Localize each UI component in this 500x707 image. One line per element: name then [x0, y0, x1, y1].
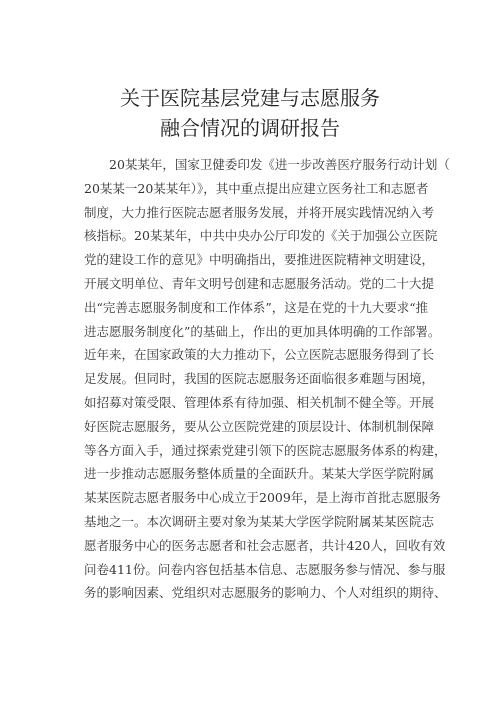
body-line: 基地之一。本次调研主要对象为某某大学医学院附属某某医院志 — [84, 513, 435, 529]
body-line: 务的影响因素、党组织对志愿服务的影响力、个人对组织的期待、 — [84, 585, 447, 601]
document-body — [84, 153, 450, 605]
body-line: 近年来，在国家政策的大力推动下，公立医院志愿服务得到了长 — [84, 347, 435, 363]
title-line-1: 关于医院基层党建与志愿服务 — [120, 86, 380, 110]
title-line-2: 融合情况的调研报告 — [160, 116, 340, 140]
body-line: 进一步推动志愿服务整体质量的全面跃升。某某大学医学院附属 — [84, 466, 435, 482]
body-line: 进志愿服务制度化”的基础上，作出的更加具体明确的工作部署。 — [84, 323, 441, 339]
body-line: 问卷411份。问卷内容包括基本信息、志愿服务参与情况、参与服 — [84, 561, 446, 577]
body-line: 等各方面入手，通过探索党建引领下的医院志愿服务体系的构建， — [84, 442, 447, 458]
body-line: 足发展。但同时，我国的医院志愿服务还面临很多难题与困境， — [84, 371, 435, 387]
body-line: 某某医院志愿者服务中心成立于2009年，是上海市首批志愿服务 — [84, 490, 441, 506]
body-line: 出“完善志愿服务制度和工作体系”，这是在党的十九大要求“推 — [84, 299, 429, 315]
body-line: 好医院志愿服务，要从公立医院党建的顶层设计、体制机制保障 — [84, 418, 435, 434]
body-line: 制度，大力推行医院志愿者服务发展，并将开展实践情况纳入考 — [84, 204, 435, 220]
body-line: 开展文明单位、青年文明号创建和志愿服务活动。党的二十大提 — [84, 275, 435, 291]
body-line: 如招募对策受限、管理体系有待加强、相关机制不健全等。开展 — [84, 394, 435, 410]
body-line: 愿者服务中心的医务志愿者和社会志愿者，共计420人，回收有效 — [84, 537, 446, 553]
document-title — [0, 83, 500, 143]
body-line: 20某某一20某某年）》，其中重点提出应建立医务社工和志愿者 — [84, 180, 429, 196]
body-line: 核指标。20某某年，中共中央办公厅印发的《关于加强公立医院 — [84, 228, 438, 244]
body-line: 党的建设工作的意见》中明确指出，要推进医院精神文明建设， — [84, 252, 435, 268]
body-line: 20某某年，国家卫健委印发《进一步改善医疗服务行动计划（ — [109, 157, 450, 172]
